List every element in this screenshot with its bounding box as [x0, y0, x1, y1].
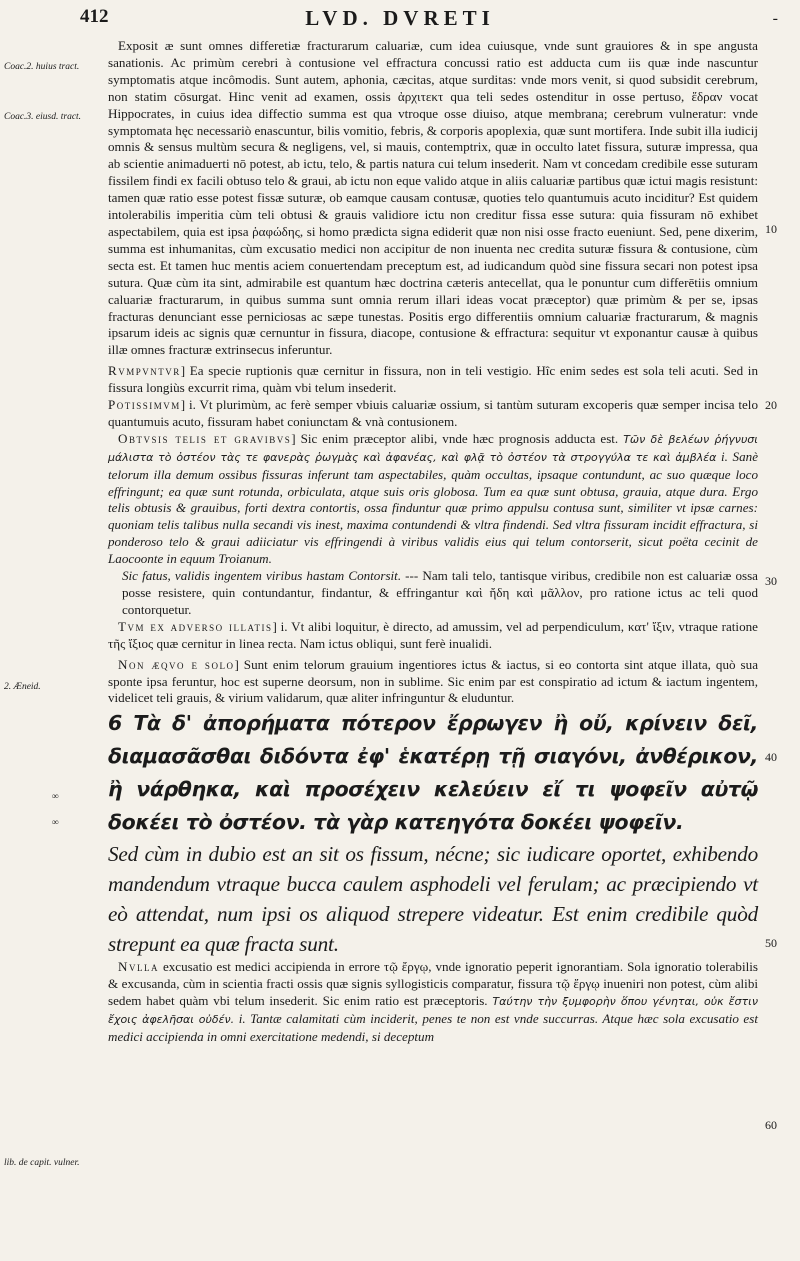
main-text: [108, 38, 758, 1046]
paragraph: [108, 431, 758, 568]
aphorism-greek: [108, 707, 758, 839]
commentary-text: ] Sunt enim telorum grauium ingentiores ictus & iactus, si eo contorta sint atque illata, quò sua sponte ipsa feruntur, hoc est superne deorsum, non in sublime. Sic enim par est conspiratio ad ictum & iactum ingentem, videlicet teli grauis, & virium validarum, quæ aliter infringuntur & eluduntur.: [108, 656, 759, 706]
lemma: Nvlla: [118, 959, 159, 975]
verse-quotation: [108, 568, 758, 619]
commentary-text: ] i. Vt alibi loquitur, è directo, ad amussim, vel ad perpendiculum, κατ' ἴξιν, vtraque ratione τῆς ἴξιος quæ cernitur in linea recta. Nam ictus obliqui, sunt ferè inualidi.: [108, 618, 758, 651]
commentary-text: ] i. Vt plurimùm, ac ferè semper vbiuis caluariæ ossium, si tantùm suturam excoperis quæ semper incisa telo quantumuis acuto, fissuram habet coniunctam & vnà contusionem.: [108, 397, 758, 429]
page-header: [0, 4, 800, 38]
commentary-text: i. Tantæ calamitati cùm inciderit, penes te non est vnde succurras. Atque hæc sola excusatio est medici accipienda in omni exercitatione medendi, si deceptum: [108, 1011, 758, 1044]
commentary-text: excusatio est medici accipienda in errore τῷ ἔργῳ, vnde ignoratio peperit ignorantiam. Sola ignoratio tolerabilis & excusanda, cùm in scientia fracti ossis quæ signis syllogisticis comparatur, fissura τῷ ἔργῳ inueniri non potest, cùm alibi sedem habet quàm vbi telum insederit. Sic enim ratio est præceptoris.: [108, 959, 758, 1009]
commentary-text: ] Ea specie ruptionis quæ cernitur in fissura, non in teli vestigio. Hîc enim sedes est sola teli acuti. Sed in fissura longiùs excurrit rima, quàm vbi telum insederit.: [108, 363, 758, 396]
greek-quotation: Τῶν δὲ βελέων ῥήγνυσι μάλιστα τὸ ὀστέον τὰς τε φανερὰς ῥωγμὰς καὶ ἀφανέας, καὶ φλᾷ τὸ ὀστέον τὰ στρογγύλα τε καὶ ἀμβλέα: [108, 432, 759, 464]
margin-note: ∞: [52, 818, 59, 828]
margin-note: 2. Æneid.: [4, 682, 41, 692]
commentary-text: ] Sic enim præceptor alibi, vnde hæc prognosis adducta est.: [291, 430, 619, 446]
line-number: 30: [765, 574, 777, 588]
paragraph: Exposit æ sunt omnes differetiæ fracturarum caluariæ, cum idea cuiusque, vnde sunt grauiores & in spe angusta sanationis. Ac primùm cerebri à contusione vel effractura concussi ratio est adducta cum iis quæ inde nascuntur symptomatis atque incômodis. Sunt autem, aphonia, cæcitas, atque surditas: vnde mors venit, si quod subsidit cerebrum, non statim cōsurgat. Hinc venit ad examen, ossis ἀρχιτεκτ qua teli sedes ostenditur in osse pertuso, ἕδραν vocat Hippocrates, in cuius idea diffectio summa est qua vtroque osse diuiso, atque membrana; cerebrum vulneratur: vnde symptomata hęc necessariò enascuntur, bilis vomitio, febris, & corporis apoplexia, quæ sunt mortifera. Inde subit illa iudicij omnis & sensus multùm secura & negligens, vel, si mauis, contemptrix, quæ in occulto latet fissura, suturæ impressa, qua ab scientie animaduerti nō potest, ab ictu, telo, & partis natura cui telum insederit. Nam vt concedam credibile esse suturam fissilem findi ex facili obtuso telo & graui, ab ictu non eque valido atque in aliis caluariæ partibus quæ ictui magis resistunt: tamen quæ ratio esse potest fissæ suturæ, ob eamque causam contusæ, quoties telo quantumuis acuto inciditur? Est quidem intolerabilis imperitia cùm teli obtusi & grauis validiore ictu non creditur fissa esse sutura: quia fissuram nō exhibet aspectabilem, quia est ipsa ῥαφώδης, si homo prædicta signa ediderit quæ non nisi osse fracto eueniunt. Sed, pene dixerim, summa est inhumanitas, cùm excusatio medici non accipitur de non inuenta nec credita suturæ fissura & contusione, cùm secta est. Et tamen huc mentis aciem conuertendam preceptum est, ad iudicandum quòd sine fissura secari non potest ipsa sutura. Quæ cùm ita sint, admirabile est quantum hæc doctrina cæteris antecellat, qua le ponuntur cum differētiis omnium caluariæ fracturarum, in quibus summa sunt omnia rerum illari ideas vocat præceptor) quæ primùm & per se, ipsas fracturas denunciant esse perniciosas ac sæpe tunestas. Positis ergo differentiis omnium caluariæ fracturarum, & magnis ipsarum ideis ac signis quæ cernuntur in fissura, diacope, contusione & effractura: sequitur vt exponantur causæ à quibus illæ omnes fracturæ extrinsecus inferuntur.: [108, 38, 759, 358]
paragraph: [108, 657, 758, 708]
paragraph: [108, 959, 758, 1046]
line-number: 10: [765, 222, 777, 236]
margin-note: ∞: [52, 792, 59, 802]
margin-note: lib. de capit. vulner.: [4, 1158, 80, 1168]
running-title: LVD. DVRETI: [305, 6, 495, 30]
line-number: 50: [765, 936, 777, 950]
aphorism-greek-text: Τὰ δ' ἀπορήματα πότερον ἔρρωγεν ἢ οὔ, κρίνειν δεῖ, διαμασᾶσθαι διδόντα ἐφ' ἑκατέρῃ τῇ σιαγόνι, ἀνθέρικον, ἢ νάρθηκα, καὶ προσέχειν κελεύειν εἴ τι ψοφεῖν αὐτῷ δοκέει τὸ ὀστέον. τὰ γὰρ κατεηγότα δοκέει ψοφεῖν.: [108, 711, 758, 835]
lemma: Tvm ex adverso illatis: [118, 618, 273, 634]
lemma: Obtvsis telis et gravibvs: [118, 430, 292, 446]
margin-note: Coac.2. huius tract.: [4, 62, 80, 72]
paragraph: [108, 397, 758, 431]
lemma: Potissimvm: [108, 397, 181, 413]
line-number: 40: [765, 750, 777, 764]
commentary-text: Nam tali telo, tantisque viribus, credibile non est caluariæ ossa posse resistere, quin contundantur, findantur, & effringantur καὶ ἤδη καὶ μᾶλλον, pro ratione ictus ac teli quod contorquetur.: [122, 568, 758, 617]
paragraph: [108, 619, 758, 653]
corner-mark: -: [772, 10, 778, 27]
commentary-text: i. Sanè telorum illa demum ossibus fissuras inferunt tam aspectabiles, quàm occultas, ipsaque contundunt, ac suo quæque loco effringunt; ea quæ sunt rotunda, orbiculata, atque suis oris globosa. Tum ea quæ sunt obtusa, grauia, atque dura. Ergo telis obtusis & grauibus, forti dextra contortis, ossa finduntur quæ primo appulsu contusa sunt, similiter vt ipsæ carnes: quoniam telis talibus nulla secandi vis inest, maxima contundendi & vltra findendi. Sed vltra fissuram incidit effractura, si ponderoso telo & graui adiiciatur vis effringendi à viribus validis eius qui telum contorserit, sicut poëta cecinit de Laocoonte in equum Troianum.: [108, 448, 759, 567]
line-number: 60: [765, 1118, 777, 1132]
lemma: Non æqvo e solo: [118, 656, 235, 672]
lemma: Rvmpvntvr: [108, 363, 181, 379]
aphorism-latin: Sed cùm in dubio est an sit os fissum, nécne; sic iudicare oportet, exhibendo mandendum vtraque bucca caulem asphodeli vel ferulam; ac præcipiendo vt eò attendat, num ipsi os aliquod strepere videatur. Est enim credibile quòd strepunt ea quæ fracta sunt.: [108, 842, 758, 957]
margin-note: Coac.3. eiusd. tract.: [4, 112, 82, 122]
greek-quotation: Ταύτην τὴν ξυμφορὴν ὅπου γένηται, οὐκ ἔστιν ἔχοις ἀφελῆσαι οὐδέν.: [108, 995, 758, 1027]
aphorism-number: 6: [108, 711, 122, 736]
page-number: 412: [80, 6, 109, 27]
verse-text: Sic fatus, validis ingentem viribus hastam Contorsit. ---: [122, 568, 419, 584]
paragraph: [108, 363, 758, 397]
line-number: 20: [765, 398, 777, 412]
